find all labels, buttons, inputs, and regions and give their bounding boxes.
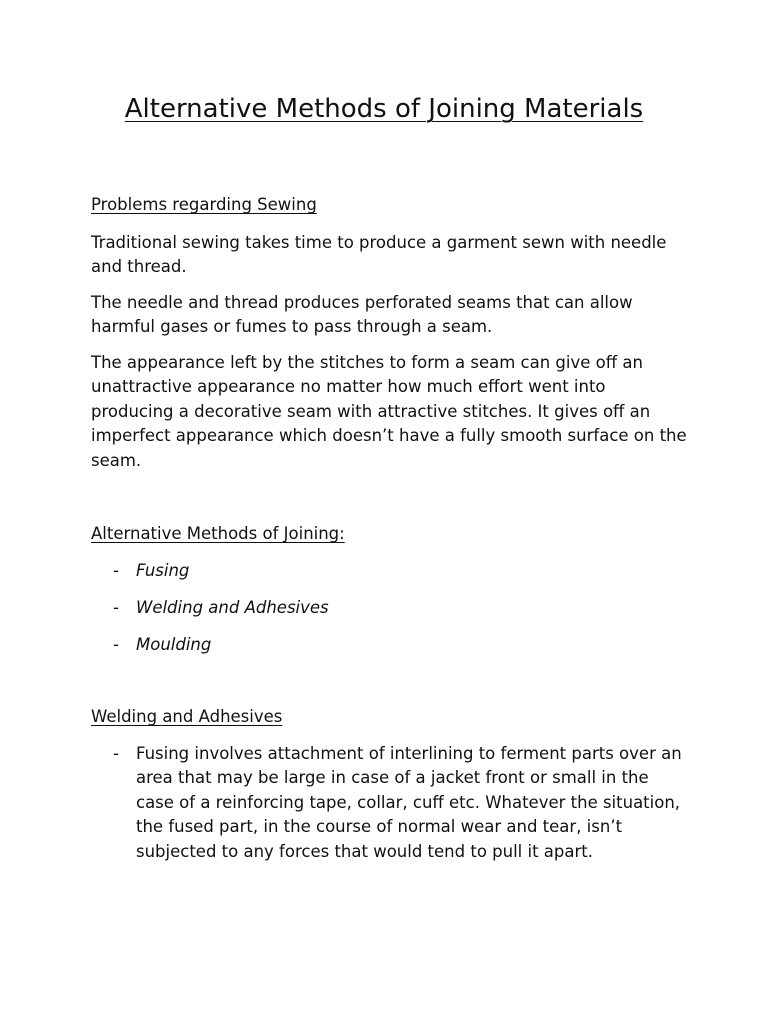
list-item-fusing [91,559,691,584]
document-body [91,193,691,864]
list-item-label: Welding and Adhesives [136,597,329,617]
list-bullet-dash: - [113,597,119,617]
paragraph-stitch-appearance: The appearance left by the stitches to form a seam can give off an unattractive appearance no matter how much effort went into producing a decorative seam with attractive stitches. It gives off an imperfect appearance which doesn’t have a fully smooth surface on the seam. [91,352,687,470]
paragraph-sewing-time: Traditional sewing takes time to produce a garment sewn with needle and thread. [91,232,667,276]
alternative-methods-list [91,559,691,658]
document-title: Alternative Methods of Joining Materials [124,94,644,124]
list-item-welding-and-adhesives [91,596,691,621]
paragraph-perforated-seams: The needle and thread produces perforated seams that can allow harmful gases or fumes to pass through a seam. [91,292,633,336]
list-bullet-dash: - [113,743,119,763]
list-item-label: Fusing [136,560,190,580]
welding-adhesives-list [91,742,691,865]
list-item-moulding [91,633,691,658]
section-heading-problems-regarding-sewing: Problems regarding Sewing [91,195,317,214]
list-item-label: Moulding [136,634,212,654]
list-bullet-dash: - [113,634,119,654]
list-item-text: Fusing involves attachment of interlining to ferment parts over an area that may be large in case of a jacket front or small in the case of a reinforcing tape, collar, cuff etc. Whatever the situation, the fused part, in the course of normal wear and tear, isn’t subjected to any forces that would tend to pull it apart. [136,743,682,861]
section-heading-welding-and-adhesives: Welding and Adhesives [91,707,283,726]
section-heading-alternative-methods: Alternative Methods of Joining: [91,524,345,543]
list-bullet-dash: - [113,560,119,580]
list-item-fusing-description [91,742,691,865]
